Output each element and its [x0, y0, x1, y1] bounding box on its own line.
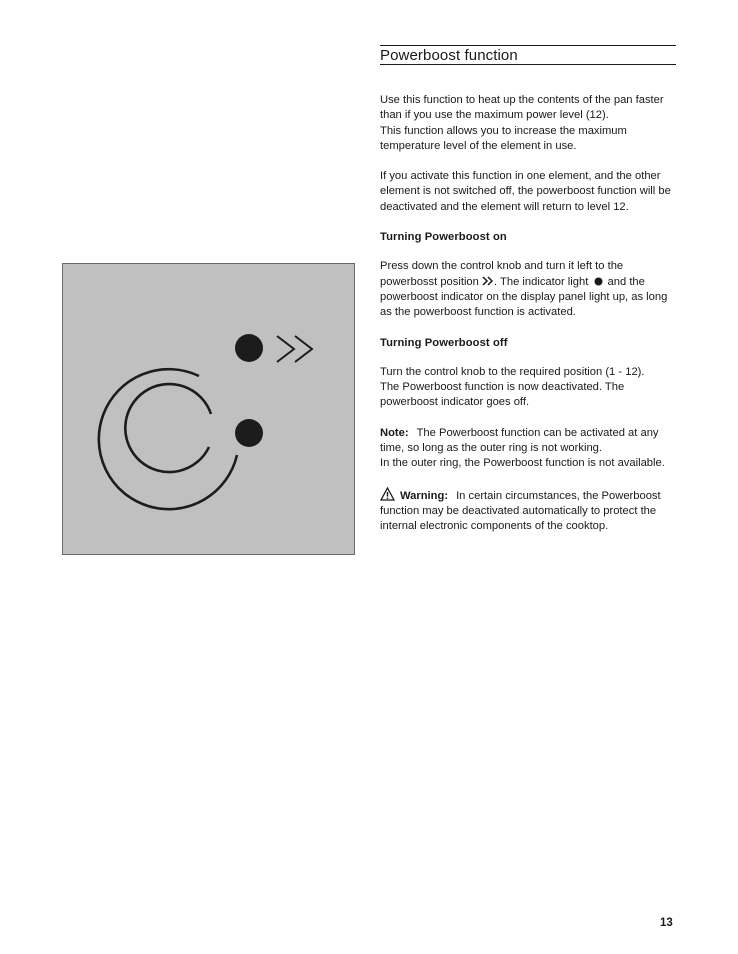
powerboost-chevrons-icon — [482, 276, 494, 286]
indicator-light-icon — [235, 334, 263, 362]
heading-turning-on: Turning Powerboost on — [380, 231, 507, 244]
text-column — [380, 45, 676, 535]
warning-paragraph — [380, 487, 676, 535]
note-text: The Powerboost function can be activated at any time, so long as the outer ring is not working. — [380, 426, 659, 455]
turning-on-text-1: Press down the control knob and turn it left to the powerbosst position — [380, 260, 624, 288]
note-paragraph — [380, 426, 676, 457]
inner-ring — [125, 384, 211, 472]
heading-turning-off: Turning Powerboost off — [380, 336, 508, 349]
note-label: Note: — [380, 426, 409, 439]
warning-triangle-icon — [380, 487, 395, 501]
turning-on-text-3: and the powerboost indicator on the display panel light up, as long as the powerboost function is activated. — [380, 275, 668, 319]
intro-paragraph-1: Use this function to heat up the contents of the pan faster than if you use the maximum power level (12). — [380, 94, 664, 122]
turning-off-line-1: Turn the control knob to the required position (1 - 12). — [380, 365, 645, 378]
outer-ring — [99, 369, 237, 509]
turning-on-paragraph — [380, 259, 676, 320]
warning-text: In certain circumstances, the Powerboost function may be deactivated automatically to protect the internal electronic components of the cooktop. — [380, 489, 661, 533]
turning-on-text-2: . The indicator light — [494, 275, 592, 288]
note-text-2: In the outer ring, the Powerboost function is not available. — [380, 457, 665, 470]
activation-paragraph: If you activate this function in one element, and the other element is not switched off, the powerboost function will be deactivated and the element will return to level 12. — [380, 170, 671, 213]
powerboost-chevrons-icon — [277, 336, 312, 362]
control-knob-diagram — [63, 264, 354, 554]
page-title: Powerboost function — [380, 47, 518, 64]
section-title-rule — [380, 45, 676, 65]
page-number: 13 — [660, 917, 673, 929]
indicator-light-icon — [594, 277, 604, 286]
knob-position-dot — [235, 419, 263, 447]
warning-label: Warning: — [400, 489, 449, 502]
intro-paragraph-2: This function allows you to increase the maximum temperature level of the element in use. — [380, 124, 627, 152]
turning-off-line-2: The Powerboost function is now deactivated. The powerboost indicator goes off. — [380, 381, 625, 409]
control-knob-illustration — [62, 263, 355, 555]
